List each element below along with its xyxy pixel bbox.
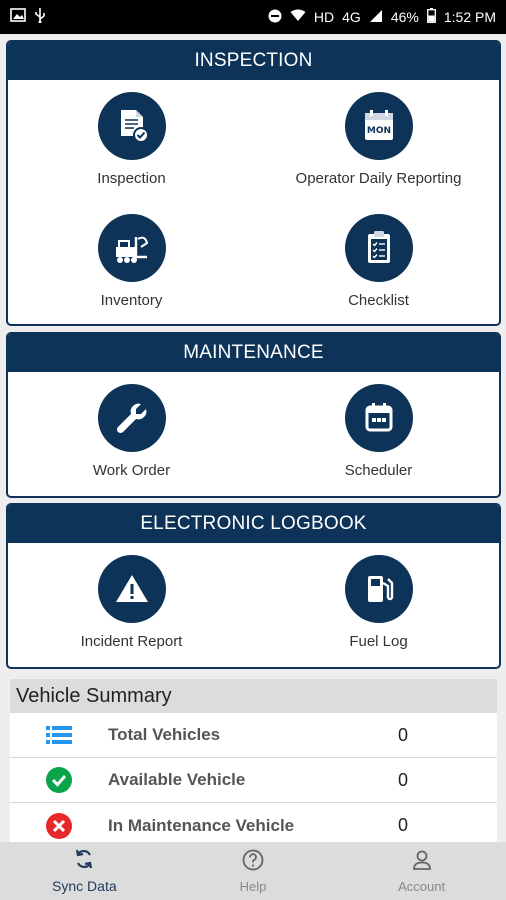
logbook-header: ELECTRONIC LOGBOOK [8, 505, 499, 543]
signal-type-label: 4G [342, 9, 361, 25]
maintenance-card [6, 332, 501, 498]
wrench-icon [98, 384, 166, 452]
tile-label: Work Order [92, 462, 171, 479]
warning-icon [98, 555, 166, 623]
document-check-icon [98, 92, 166, 160]
scheduler-tile[interactable] [255, 384, 501, 479]
inspection-grid [8, 80, 499, 324]
calendar-mon-icon [345, 92, 413, 160]
tile-label: Incident Report [80, 633, 183, 650]
tile-label: Fuel Log [349, 633, 408, 650]
tile-label: Scheduler [344, 462, 413, 479]
maintenance-header: MAINTENANCE [8, 334, 499, 372]
clock: 1:52 PM [443, 9, 496, 25]
do-not-disturb-icon [268, 9, 282, 26]
summary-value: 0 [398, 769, 409, 790]
calendar-icon [345, 384, 413, 452]
wifi-icon [290, 9, 306, 25]
vehicle-summary-title: Vehicle Summary [10, 679, 497, 713]
battery-icon [427, 8, 436, 26]
logbook-grid [8, 543, 499, 667]
summary-label: Available Vehicle [108, 770, 246, 789]
inspection-card [6, 40, 501, 326]
clipboard-checklist-icon [345, 214, 413, 282]
forklift-icon [98, 214, 166, 282]
image-notification-icon [10, 8, 26, 26]
inspection-header: INSPECTION [8, 42, 499, 80]
x-circle-icon [10, 812, 108, 840]
bottom-navigation [0, 842, 506, 900]
signal-icon [369, 9, 383, 26]
operator-daily-reporting-tile[interactable] [255, 92, 501, 187]
nav-label: Help [239, 878, 267, 894]
summary-value: 0 [398, 724, 409, 745]
nav-account[interactable] [338, 849, 506, 894]
summary-label: Total Vehicles [108, 725, 221, 744]
status-bar [0, 0, 506, 34]
list-icon [10, 725, 108, 745]
total-vehicles-row[interactable] [10, 713, 497, 758]
usb-icon [34, 7, 46, 27]
nav-sync-data[interactable] [0, 848, 168, 894]
nav-label: Sync Data [52, 878, 117, 894]
network-type-label: HD [313, 9, 335, 25]
tile-label: Operator Daily Reporting [295, 170, 462, 187]
tile-label: Checklist [348, 292, 409, 309]
nav-help[interactable] [169, 849, 337, 894]
fuel-log-tile[interactable] [255, 555, 501, 650]
nav-label: Account [398, 878, 446, 894]
tile-label: Inventory [100, 292, 163, 309]
check-circle-icon [10, 766, 108, 794]
available-vehicle-row[interactable] [10, 758, 497, 803]
svg-text:MON: MON [366, 126, 391, 136]
tile-label: Inspection [97, 170, 166, 187]
sync-icon [74, 848, 94, 875]
summary-label: In Maintenance Vehicle [108, 815, 295, 835]
maintenance-grid [8, 372, 499, 496]
vehicle-summary [10, 679, 497, 848]
incident-report-tile[interactable] [8, 555, 255, 650]
checklist-tile[interactable] [255, 214, 501, 309]
fuel-pump-icon [345, 555, 413, 623]
inspection-tile[interactable] [8, 92, 255, 187]
account-icon [411, 849, 433, 876]
work-order-tile[interactable] [8, 384, 255, 479]
inventory-tile[interactable] [8, 214, 255, 309]
help-icon [242, 849, 264, 876]
summary-value: 0 [398, 815, 409, 835]
logbook-card [6, 503, 501, 669]
battery-percent: 46% [390, 9, 419, 25]
